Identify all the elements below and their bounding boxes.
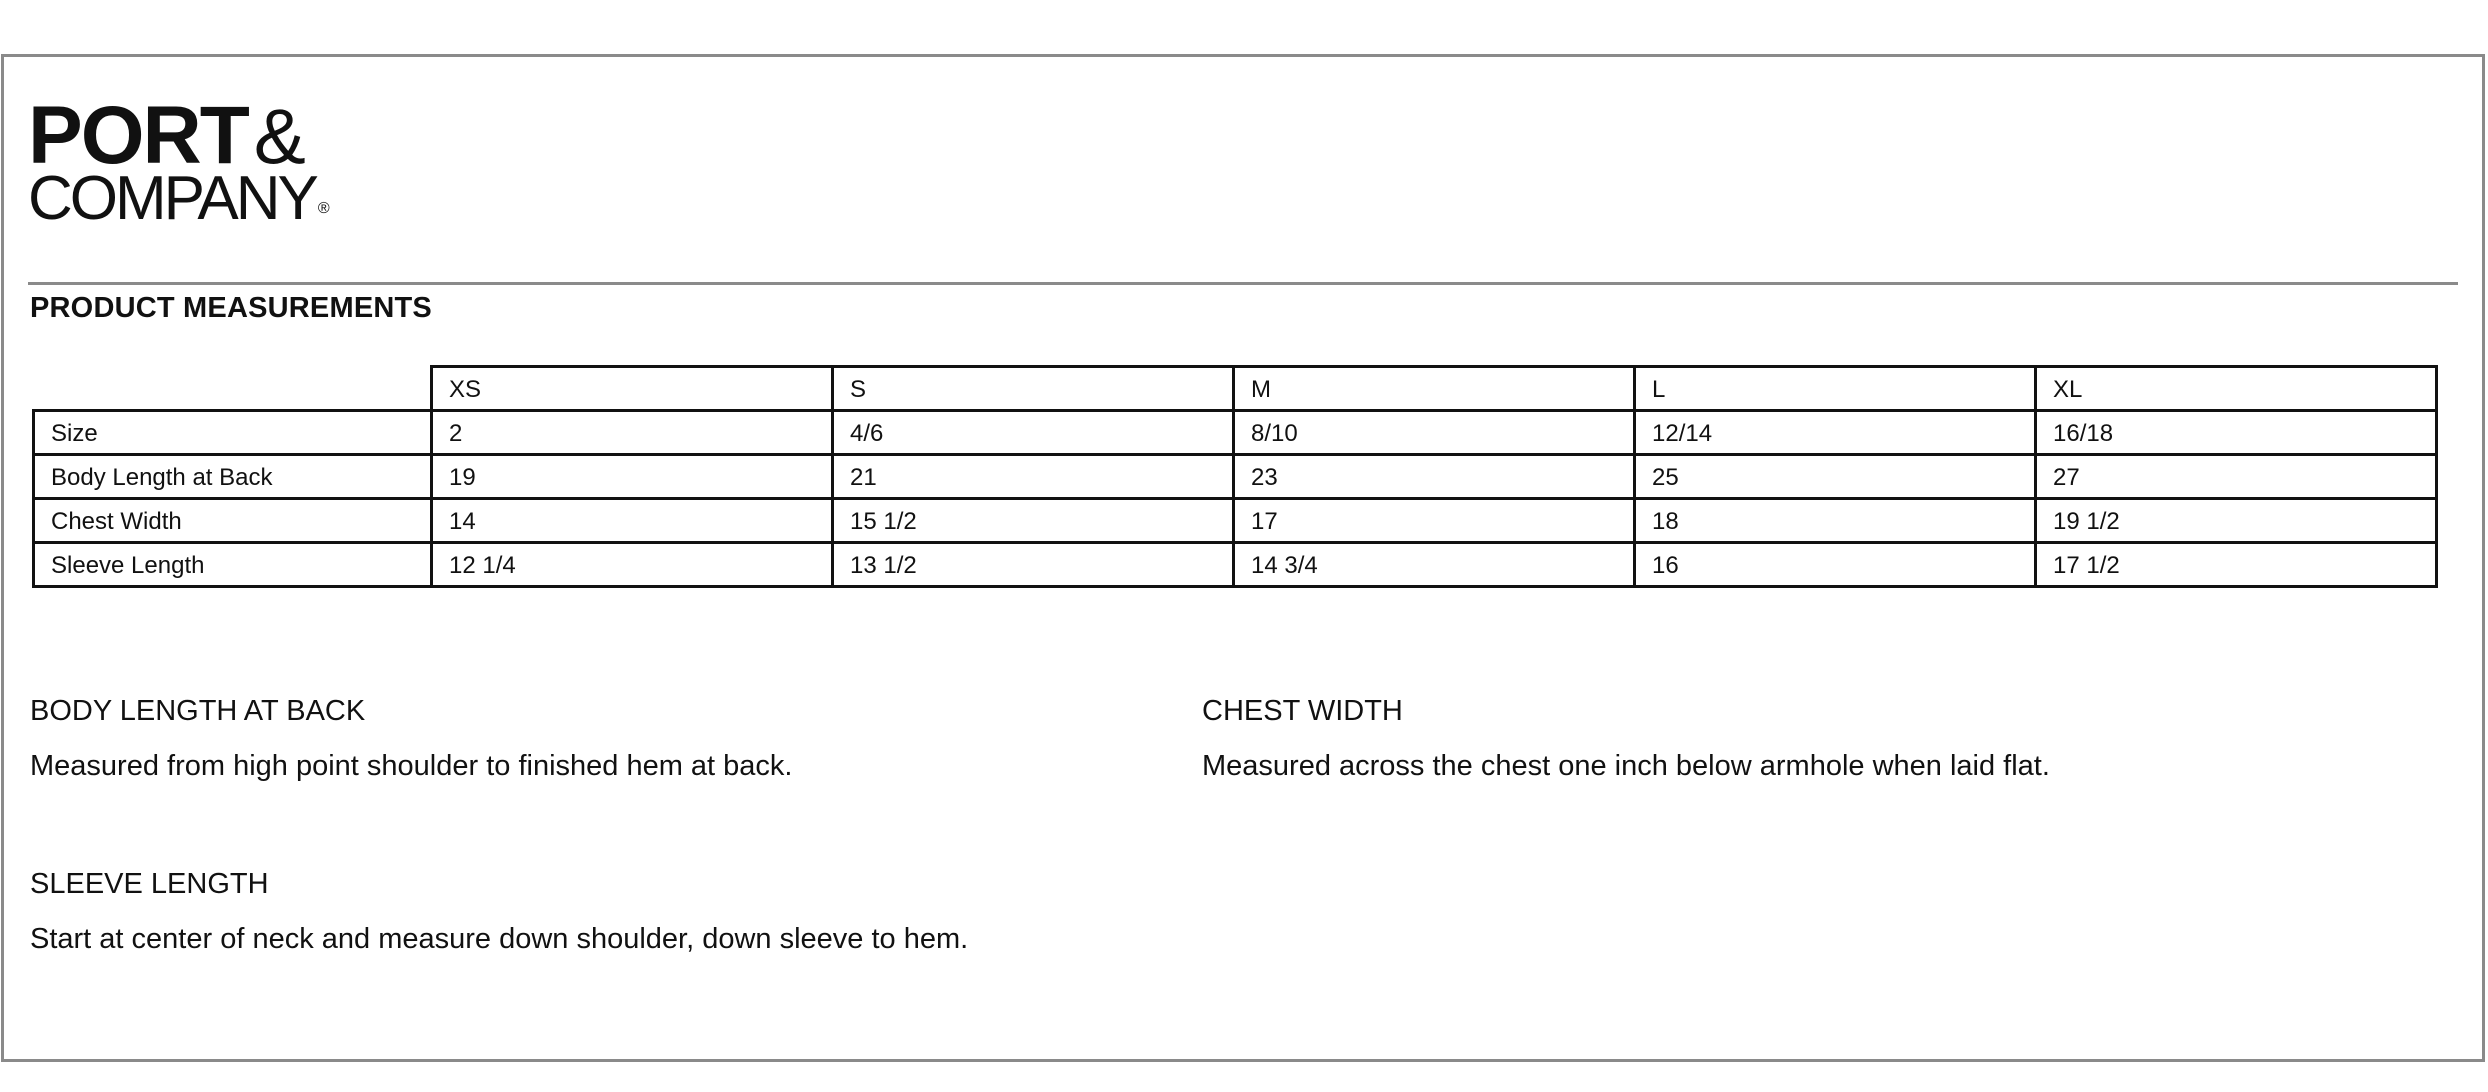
- description-sleeve-length: [30, 868, 968, 956]
- table-cell: 25: [1635, 455, 2036, 499]
- column-header-m: M: [1234, 367, 1635, 411]
- section-title: PRODUCT MEASUREMENTS: [30, 292, 432, 324]
- table-cell: 19: [432, 455, 833, 499]
- table-cell: 14 3/4: [1234, 543, 1635, 587]
- table-row: [34, 543, 2437, 587]
- table-cell: 17 1/2: [2036, 543, 2437, 587]
- table-cell: 13 1/2: [833, 543, 1234, 587]
- table-cell: 27: [2036, 455, 2437, 499]
- column-header-l: L: [1635, 367, 2036, 411]
- table-cell: 16/18: [2036, 411, 2437, 455]
- port-company-logo: [28, 90, 330, 238]
- measurements-table: [32, 365, 2438, 588]
- table-cell: 8/10: [1234, 411, 1635, 455]
- description-text: Start at center of neck and measure down shoulder, down sleeve to hem.: [30, 923, 969, 955]
- table-cell: 12/14: [1635, 411, 2036, 455]
- table-cell: 23: [1234, 455, 1635, 499]
- description-body-length: [30, 695, 792, 783]
- row-label-sleeve-length: Sleeve Length: [34, 543, 432, 587]
- table-cell: 14: [432, 499, 833, 543]
- row-label-chest-width: Chest Width: [34, 499, 432, 543]
- table-header-row: [34, 367, 2437, 411]
- description-text: Measured from high point shoulder to finished hem at back.: [30, 750, 793, 782]
- description-heading: BODY LENGTH AT BACK: [30, 695, 366, 727]
- table-cell: 21: [833, 455, 1234, 499]
- description-heading: SLEEVE LENGTH: [30, 868, 269, 900]
- table-cell: 18: [1635, 499, 2036, 543]
- description-chest-width: [1202, 695, 2050, 783]
- row-label-body-length: Body Length at Back: [34, 455, 432, 499]
- table-cell: 4/6: [833, 411, 1234, 455]
- column-header-xs: XS: [432, 367, 833, 411]
- row-label-size: Size: [34, 411, 432, 455]
- table-cell: 17: [1234, 499, 1635, 543]
- table-corner-cell: [34, 367, 432, 411]
- header-divider: [28, 282, 2458, 285]
- description-text: Measured across the chest one inch below armhole when laid flat.: [1202, 750, 2050, 782]
- table-row: [34, 499, 2437, 543]
- logo-line-company: COMPANY ®: [28, 164, 330, 233]
- description-heading: CHEST WIDTH: [1202, 695, 1403, 727]
- table-cell: 19 1/2: [2036, 499, 2437, 543]
- logo-line-port: PORT&: [28, 90, 304, 181]
- table-cell: 12 1/4: [432, 543, 833, 587]
- column-header-xl: XL: [2036, 367, 2437, 411]
- column-header-s: S: [833, 367, 1234, 411]
- table-cell: 16: [1635, 543, 2036, 587]
- table-row: [34, 455, 2437, 499]
- table-cell: 15 1/2: [833, 499, 1234, 543]
- table-cell: 2: [432, 411, 833, 455]
- table-row: [34, 411, 2437, 455]
